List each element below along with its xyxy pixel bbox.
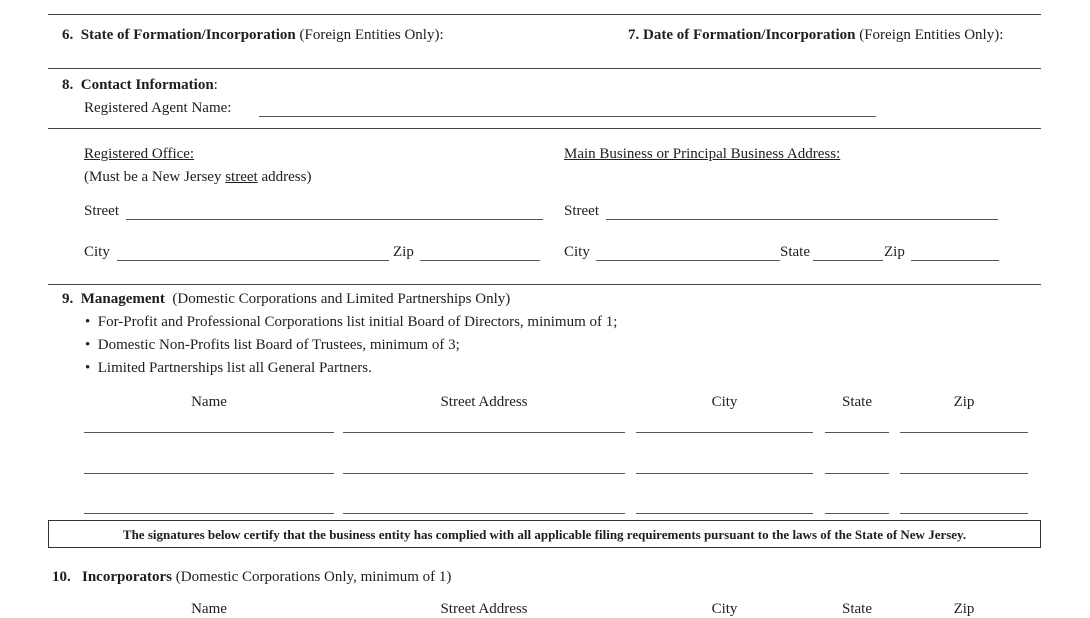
section-6-label [62,26,444,44]
divider-after-8 [48,284,1041,285]
bullet-item: • For-Profit and Professional Corporations list initial Board of Directors, minimum of 1; [85,314,618,330]
col-header-name: Name [191,394,227,410]
col-header-name: Name [191,601,227,617]
section-8-colon: : [213,77,218,93]
section-6-note: (Foreign Entities Only): [299,27,444,43]
section-7-title: Date of Formation/Incorporation [643,27,856,43]
divider-after-8a [48,128,1041,129]
section-8-label [62,76,218,94]
main-business-state-field[interactable] [813,260,883,261]
management-name-field[interactable] [84,432,334,433]
management-city-field[interactable] [636,473,813,474]
main-business-zip-label: Zip [884,244,905,260]
section-7-label [628,26,1003,44]
section-9-note: (Domestic Corporations and Limited Partnerships Only) [172,291,511,307]
management-state-field[interactable] [825,473,889,474]
management-city-field[interactable] [636,513,813,514]
management-city-field[interactable] [636,432,813,433]
certification-text: The signatures below certify that the business entity has complied with all applicable filing requirements pursuant to the laws of the State of New Jersey. [122,527,967,542]
management-name-field[interactable] [84,473,334,474]
registered-office-city-field[interactable] [117,260,389,261]
management-zip-field[interactable] [900,432,1028,433]
bullet-text: Limited Partnerships list all General Partners. [97,360,372,376]
col-header-city: City [711,601,738,617]
bullet-item: • Limited Partnerships list all General Partners. [85,360,372,376]
management-street-field[interactable] [343,473,625,474]
main-business-heading: Main Business or Principal Business Address: [564,146,841,162]
col-header-street-address: Street Address [440,601,528,617]
section-9-title: Management [80,291,165,307]
col-header-zip: Zip [953,394,975,410]
bullet-text: Domestic Non-Profits list Board of Trustees, minimum of 3; [97,337,460,353]
registered-agent-field[interactable] [259,116,876,117]
main-business-state-label: State [780,244,810,260]
certification-box [48,520,1041,548]
col-header-city: City [711,394,738,410]
bullet-item: • Domestic Non-Profits list Board of Trustees, minimum of 3; [85,337,460,353]
registered-office-street-field[interactable] [126,219,543,220]
management-name-field[interactable] [84,513,334,514]
col-header-zip: Zip [953,601,975,617]
management-state-field[interactable] [825,432,889,433]
main-business-street-field[interactable] [606,219,998,220]
registered-office-note-post: address) [257,169,312,185]
registered-office-zip-field[interactable] [420,260,540,261]
management-street-field[interactable] [343,432,625,433]
section-8-title: Contact Information [80,77,214,93]
divider-after-6 [48,68,1041,69]
bullet-text: For-Profit and Professional Corporations list initial Board of Directors, minimum of 1; [97,314,618,330]
registered-office-note [84,168,311,186]
management-zip-field[interactable] [900,513,1028,514]
section-10-note: (Domestic Corporations Only, minimum of 1) [175,569,452,585]
section-7-note: (Foreign Entities Only): [859,27,1004,43]
col-header-state: State [842,394,872,410]
section-10-title: Incorporators [82,569,172,585]
registered-office-heading: Registered Office: [84,146,195,162]
section-8-number: 8. [62,77,74,93]
section-9-label [62,290,510,308]
section-10-label [52,568,451,586]
registered-office-note-street: street [225,169,258,185]
section-10-number: 10. [52,569,71,585]
main-business-zip-field[interactable] [911,260,999,261]
registered-office-note-pre: (Must be a New Jersey [84,169,226,185]
main-business-street-label: Street [564,203,599,219]
section-9-number: 9. [62,291,74,307]
divider-top [48,14,1041,15]
registered-agent-label: Registered Agent Name: [84,100,232,116]
main-business-city-field[interactable] [596,260,780,261]
management-state-field[interactable] [825,513,889,514]
section-7-number: 7. [628,27,640,43]
main-business-city-label: City [564,244,590,260]
col-header-street-address: Street Address [440,394,528,410]
section-6-title: State of Formation/Incorporation [80,27,296,43]
registered-office-street-label: Street [84,203,119,219]
col-header-state: State [842,601,872,617]
section-6-number: 6. [62,27,74,43]
registered-office-zip-label: Zip [393,244,414,260]
management-street-field[interactable] [343,513,625,514]
management-zip-field[interactable] [900,473,1028,474]
registered-office-city-label: City [84,244,110,260]
